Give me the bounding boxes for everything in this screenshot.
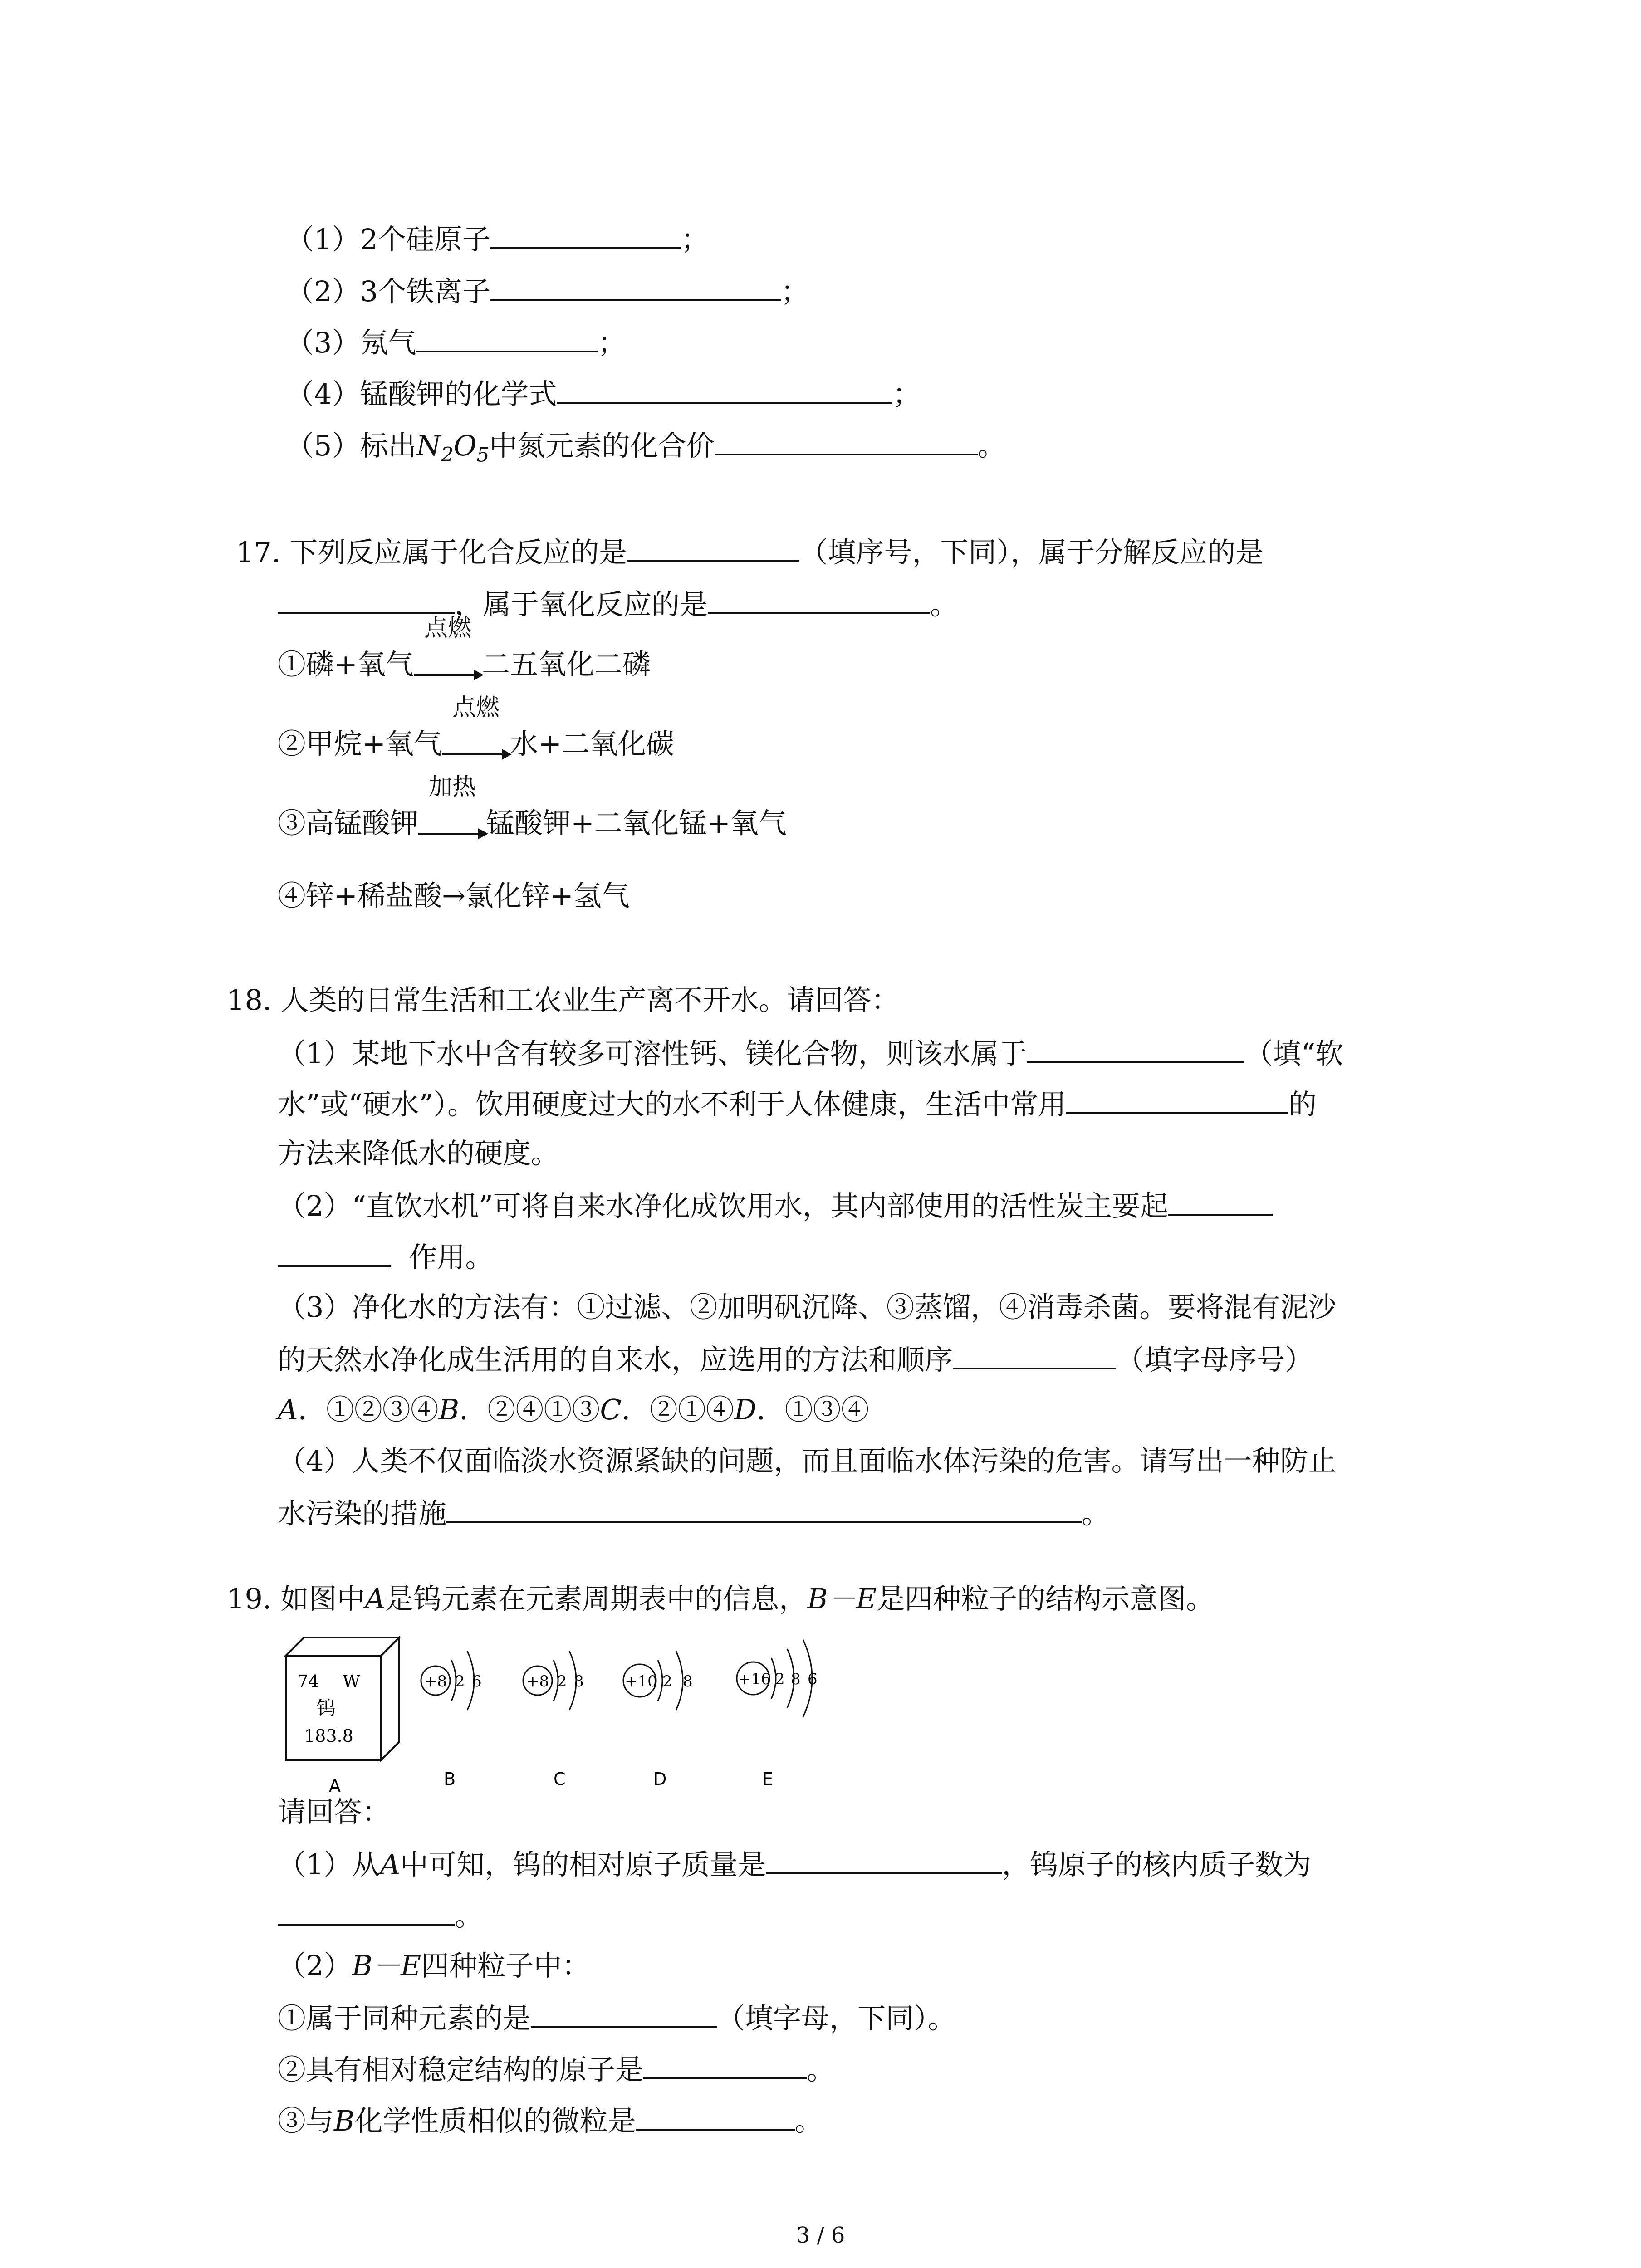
reaction-4-text: ④锌+稀盐酸→氯化锌+氢气	[278, 879, 630, 912]
q19-intro-c: 是四种粒子的结构示意图。	[876, 1582, 1214, 1615]
element-mass: 183.8	[304, 1726, 353, 1746]
q19-p2-text-a: （2）	[278, 1949, 352, 1982]
q17-blank-1[interactable]	[627, 533, 799, 562]
reaction-2-left: ②甲烷+氧气	[278, 727, 442, 760]
atom-c-shell-2: 8	[574, 1672, 584, 1691]
q19-blank-1[interactable]	[766, 1845, 1002, 1874]
q18-blank-3b[interactable]	[278, 1238, 391, 1267]
atom-e-nucleus: +16	[738, 1670, 771, 1688]
q17-line-1	[236, 533, 1264, 571]
q16-item-2	[286, 272, 809, 310]
formula-o: O	[453, 429, 477, 462]
atom-d-shell-2: 8	[683, 1672, 693, 1691]
q16-blank-5[interactable]	[715, 426, 978, 455]
atom-b-diagram	[421, 1651, 482, 1789]
element-name: 钨	[317, 1697, 336, 1719]
reaction-2-right: 水+二氧化碳	[509, 727, 674, 760]
element-symbol: W	[343, 1672, 361, 1691]
atom-c-diagram	[523, 1651, 584, 1789]
q18-blank-1[interactable]	[1027, 1034, 1244, 1063]
q18-p2-text-a: （2）“直饮水机”可将自来水净化成饮用水，其内部使用的活性炭主要起	[278, 1189, 1168, 1222]
q18-options	[278, 1392, 869, 1428]
q17-reaction-4	[278, 878, 630, 914]
q16-blank-3[interactable]	[416, 323, 598, 352]
q18-blank-3a[interactable]	[1168, 1187, 1273, 1216]
q19-blank-3[interactable]	[531, 1999, 717, 2028]
q19-s3-text-c: 。	[794, 2104, 823, 2137]
q18-p2-line1	[278, 1187, 1273, 1224]
q17-text-2a: ，属于氧化反应的是	[455, 588, 708, 621]
q16-item-4	[286, 375, 921, 412]
reaction-2-cond: 点燃	[452, 694, 500, 721]
q18-p4-text-b: 水污染的措施	[278, 1497, 447, 1530]
q17-text-2b: 。	[930, 588, 959, 621]
formula-sub-2: 2	[441, 443, 454, 467]
reaction-2-arrow	[442, 694, 510, 762]
q16-item-1	[286, 220, 709, 258]
q19-s1	[278, 1999, 956, 2037]
q18-blank-5[interactable]	[446, 1494, 1082, 1523]
q17-blank-3[interactable]	[708, 585, 930, 614]
atom-b-shell-2: 6	[472, 1672, 482, 1691]
q16-item-5	[286, 426, 1006, 473]
q16-item-2-text: （2）3个铁离子	[286, 275, 490, 308]
q16-item-4-text: （4）锰酸钾的化学式	[286, 377, 557, 411]
atom-d-diagram	[623, 1651, 693, 1789]
option-d-letter: D	[734, 1393, 757, 1426]
q18-p2-line2	[278, 1238, 493, 1276]
q16-item-1-text: （1）2个硅原子	[286, 223, 490, 256]
q19-p1-A: A	[380, 1848, 401, 1881]
q19-s3-B: B	[334, 2104, 355, 2137]
q19-number: 19.	[227, 1582, 272, 1615]
q19-p1-text-d: 。	[455, 1899, 483, 1932]
q18-p1-text-e: 方法来降低水的硬度。	[278, 1137, 559, 1170]
q18-number: 18.	[227, 983, 272, 1017]
option-d-text[interactable]: ．①③④	[756, 1393, 869, 1426]
element-number: 74	[297, 1672, 319, 1691]
q19-s2-text-b: 。	[807, 2053, 835, 2086]
q16-item-3-suffix: ；	[598, 326, 626, 359]
q19-s3-text-a: ③与	[278, 2104, 334, 2137]
q18-p3-line2	[278, 1340, 1313, 1378]
q18-blank-4[interactable]	[953, 1340, 1116, 1369]
formula-sub-5: 5	[476, 443, 490, 467]
q18-p3-line1	[278, 1289, 1336, 1325]
q17-line-2	[278, 585, 958, 623]
option-c-text[interactable]: ．②①④	[621, 1393, 734, 1426]
option-b-letter: B	[438, 1393, 460, 1426]
q18-p1-line1	[278, 1034, 1343, 1072]
q16-item-1-suffix: ；	[681, 223, 709, 256]
q18-p1-text-c: 水”或“硬水”）。饮用硬度过大的水不利于人体健康，生活中常用	[278, 1088, 1067, 1121]
q16-blank-4[interactable]	[557, 375, 892, 404]
q19-blank-2[interactable]	[278, 1897, 455, 1926]
atom-e-shell-1: 2	[775, 1670, 785, 1688]
reaction-1-right: 二五氧化二磷	[481, 648, 651, 681]
q17-reaction-1	[278, 615, 651, 683]
reaction-1-arrow	[414, 615, 482, 683]
option-b-text[interactable]: ．②④①③	[459, 1393, 600, 1426]
reaction-3-cond: 加热	[429, 773, 476, 801]
formula-n: N	[416, 429, 441, 462]
q17-reaction-2	[278, 694, 674, 762]
q19-blank-5[interactable]	[636, 2102, 795, 2131]
q19-blank-4[interactable]	[643, 2050, 807, 2079]
reaction-1-cond: 点燃	[424, 615, 471, 642]
figure-label-B: B	[444, 1769, 456, 1789]
q17-number: 17.	[236, 536, 281, 569]
q18-intro-text: 人类的日常生活和工农业生产离不开水。请回答：	[280, 983, 900, 1017]
q18-p4-line2	[278, 1494, 1110, 1532]
reaction-3-right: 锰酸钾+二氧化锰+氧气	[486, 807, 787, 840]
q16-item-4-suffix: ；	[892, 377, 921, 411]
q16-blank-2[interactable]	[490, 272, 781, 301]
q16-item-5-text-a: （5）标出	[286, 429, 416, 462]
q18-p1-line3	[278, 1135, 559, 1172]
q19-answer-prompt-text: 请回答：	[278, 1795, 391, 1828]
q18-p1-text-b: （填“软	[1244, 1037, 1344, 1070]
q19-s3	[278, 2102, 823, 2139]
q19-s2	[278, 2050, 835, 2088]
q19-p1-line1	[278, 1845, 1311, 1883]
q18-p2-text-b: 作用。	[409, 1241, 494, 1274]
q18-p1-text-a: （1）某地下水中含有较多可溶性钙、镁化合物，则该水属于	[278, 1037, 1027, 1070]
q16-item-2-suffix: ；	[780, 275, 809, 308]
q19-p2	[278, 1948, 590, 1984]
formula-n2o5	[416, 429, 490, 467]
q19-s1-text-a: ①属于同种元素的是	[278, 2002, 531, 2035]
q18-p3-text-c: （填字母序号）	[1116, 1343, 1313, 1376]
atom-e-shell-2: 8	[791, 1670, 801, 1688]
atom-e-shell-3: 6	[808, 1670, 818, 1688]
atom-c-nucleus: +8	[526, 1672, 549, 1691]
q19-s2-text-a: ②具有相对稳定结构的原子是	[278, 2053, 644, 2086]
q19-s3-text-b: 化学性质相似的微粒是	[354, 2104, 636, 2137]
q18-blank-2[interactable]	[1066, 1085, 1288, 1114]
element-cell-cube	[286, 1637, 399, 1760]
q17-text-1b: （填序号，下同），属于分解反应的是	[799, 536, 1264, 569]
q19-s1-text-b: （填字母，下同）。	[717, 2002, 956, 2035]
figure-label-A: A	[329, 1776, 341, 1796]
q18-p3-text-a: （3）净化水的方法有：①过滤、②加明矾沉降、③蒸馏，④消毒杀菌。要将混有泥沙	[278, 1290, 1337, 1324]
q19-intro-b: 是钨元素在元素周期表中的信息，	[385, 1582, 808, 1615]
q18-p4-line1	[278, 1443, 1336, 1479]
q16-item-5-text-b: 中氮元素的化合价	[489, 429, 715, 462]
q17-reaction-3	[278, 773, 787, 841]
q19-intro-BE: B－E	[807, 1582, 877, 1615]
q16-item-3	[286, 323, 626, 361]
q17-text-1a: 下列反应属于化合反应的是	[289, 536, 627, 569]
q18-p4-text-c: 。	[1082, 1497, 1110, 1530]
q19-p1-line2	[278, 1897, 483, 1934]
q16-blank-1[interactable]	[490, 220, 681, 249]
q19-p1-text-c: ，钨原子的核内质子数为	[1002, 1848, 1312, 1881]
option-a-letter: A	[278, 1393, 298, 1426]
q19-intro-a: 如图中	[280, 1582, 365, 1615]
q17-blank-2[interactable]	[278, 585, 455, 614]
q16-item-5-suffix: 。	[977, 429, 1006, 462]
page-number: 3 / 6	[796, 2223, 845, 2248]
q18-p4-text-a: （4）人类不仅面临淡水资源紧缺的问题，而且面临水体污染的危害。请写出一种防止	[278, 1444, 1337, 1477]
q19-p2-text-b: 四种粒子中：	[421, 1949, 590, 1982]
q19-answer-prompt	[278, 1794, 390, 1830]
q19-intro-A: A	[365, 1582, 386, 1615]
atom-c-shell-1: 2	[557, 1672, 567, 1691]
figure-label-E: E	[762, 1769, 774, 1789]
atom-d-shell-1: 2	[662, 1672, 672, 1691]
option-a-text[interactable]: ．①②③④	[298, 1393, 439, 1426]
atom-d-nucleus: +10	[625, 1672, 657, 1691]
q18-intro	[227, 982, 899, 1018]
option-c-letter: C	[600, 1393, 622, 1426]
q18-p1-line2	[278, 1085, 1317, 1123]
atom-b-shell-1: 2	[455, 1672, 465, 1691]
q18-p3-text-b: 的天然水净化成生活用的自来水，应选用的方法和顺序	[278, 1343, 953, 1376]
reaction-3-left: ③高锰酸钾	[278, 807, 419, 840]
q19-p2-BE: B－E	[352, 1949, 421, 1982]
q19-intro	[227, 1581, 1214, 1617]
atom-e-diagram	[737, 1640, 818, 1789]
q19-p1-text-a: （1）从	[278, 1848, 380, 1881]
reaction-3-arrow	[418, 773, 486, 841]
q18-p1-text-d: 的	[1288, 1088, 1317, 1121]
q16-item-3-text: （3）氖气	[286, 326, 416, 359]
reaction-1-left: ①磷+氧气	[278, 648, 414, 681]
atom-b-nucleus: +8	[424, 1672, 447, 1691]
q19-p1-text-b: 中可知，钨的相对原子质量是	[400, 1848, 766, 1881]
figure-label-D: D	[653, 1769, 667, 1789]
figure-label-C: C	[554, 1769, 566, 1789]
q19-figure	[272, 1628, 862, 1801]
